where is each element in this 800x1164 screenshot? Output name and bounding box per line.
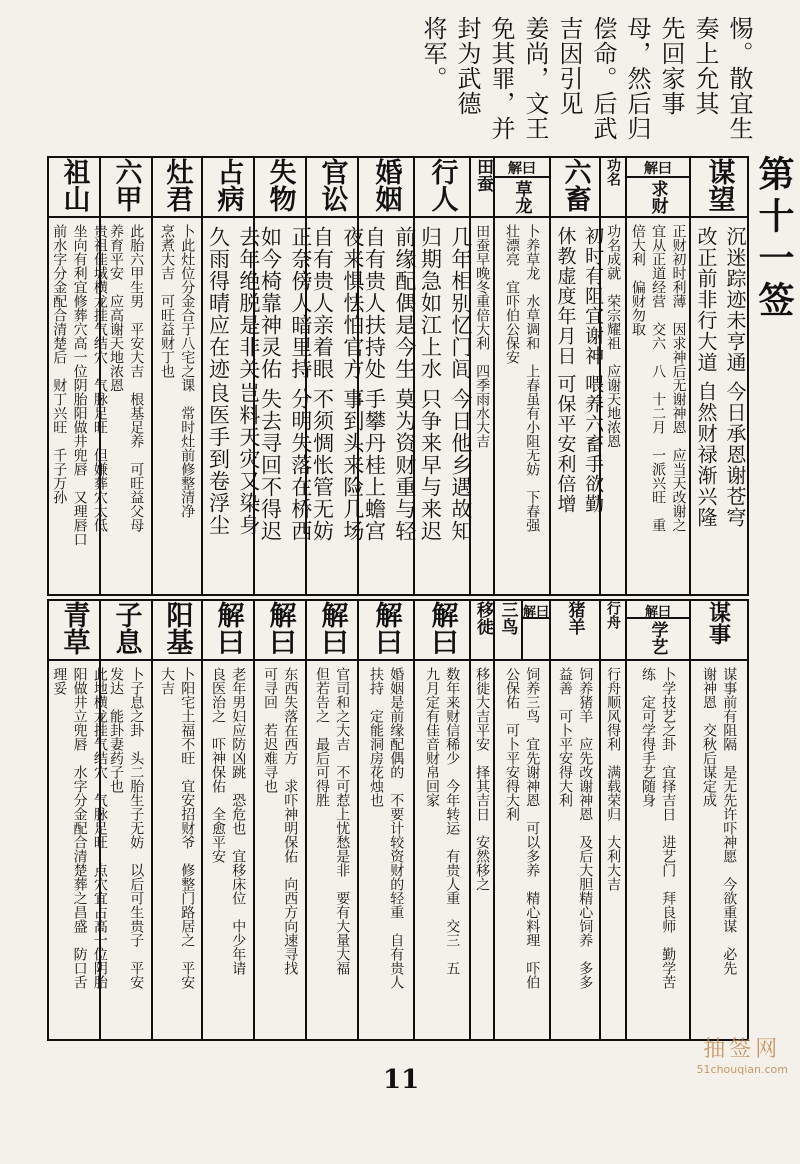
header-liujia: 六甲: [100, 157, 152, 217]
story-column: 先回家事: [657, 16, 685, 116]
liuxu-poem: 初时有阻宜谢神 休教虚度年月日 喂养六畜手欲勤 可保平安利倍增: [550, 217, 600, 595]
watermark-text: 抽签网: [703, 1037, 782, 1062]
header-zhuyang-title: 猪羊: [550, 600, 600, 660]
top-table: [47, 156, 749, 596]
caolong-text: 卜养草龙 水草调和 上春虽有小阻无妨 下春强 壮漂亮 宜吓伯公保安: [494, 217, 550, 595]
shiwu-explain: 东西失落在西方 求吓神明保佑 向西方向速寻找 可寻回 若迟难寻也: [254, 660, 306, 1040]
zhuyang-text: 饲养猪羊 应先改谢神恩 及后大胆精心饲养 多多 益善 可卜平安得大利: [550, 660, 600, 1040]
header-zaojun: 灶君: [152, 157, 202, 217]
header-xueyi: 解曰 学艺: [626, 600, 690, 660]
zixi-text: 卜子息之卦 头二胎生子无妨 以后可生贵子 平安 发达 能卦妻药子也: [100, 660, 152, 1040]
caiqiu-text: 正财初时利薄 因求神后无谢神恩 应当天改谢之 宜从正道经营 交六 八 十二月 一派兴旺 重 倍大利 偏财勿取: [626, 217, 690, 595]
header-hunyin: 婚姻: [358, 157, 414, 217]
header-guansong-jie: 解曰: [306, 600, 358, 660]
yangji-text: 卜阳宅土福不旺 宜安招财爷 修整门路居之 平安 大吉: [152, 660, 202, 1040]
header-xingzhou: 行舟: [600, 600, 626, 660]
lot-title: 第十一签: [753, 155, 795, 323]
header-tiancan: 田蚕: [470, 157, 494, 217]
header-zixi: 子息: [100, 600, 152, 660]
xueyi-text: 卜学技艺之卦 宜择吉日 进艺门 拜良师 勤学苦 练 定可学得手艺随身: [626, 660, 690, 1040]
header-xingren: 行人: [414, 157, 470, 217]
qingcao-text: 此地横龙挂气结穴 气脉足旺 点穴宜占高一位阴胎 阳做井立兜唇 水字分金配合清楚葬之昌盛 防口舌 理妥: [48, 660, 100, 1040]
guansong-poem: 夜来惧怯怕官方 自有贵人亲着眼 事到头来险几场 不须惆怅管无妨: [306, 217, 358, 595]
header-zhuyang: 解曰: [522, 600, 550, 660]
hunyin-explain: 婚姻是前缘配偶的 不要计较资财的轻重 自有贵人 扶持 定能洞房花烛也: [358, 660, 414, 1040]
header-qingcao: 青草: [48, 600, 100, 660]
header-zhanbing-jie: 解曰: [202, 600, 254, 660]
sanniao-text: 饲养三鸟 宜先谢神恩 可以多养 精心料理 吓伯 公保佑 可卜平安得大利: [494, 660, 550, 1040]
header-moushi: 谋事: [690, 600, 748, 660]
header-zushan: 祖山: [48, 157, 100, 217]
story-column: 吉因引见: [555, 16, 583, 116]
header-yangji: 阳基: [152, 600, 202, 660]
guansong-explain: 官司和之大吉 不可惹上忧愁是非 要有大量大福 但若告之 最后可得胜: [306, 660, 358, 1040]
story-column: 惕。散宜生: [725, 16, 753, 141]
mouwang-poem: 沉迷踪迹未亨通 改正前非行大道 今日承恩谢苍穹 自然财禄渐兴隆: [690, 217, 748, 595]
page-number: 11: [383, 1065, 420, 1095]
header-mouwang: 谋望: [690, 157, 748, 217]
header-zhanbing: 占病: [202, 157, 254, 217]
header-gongming: 功名: [600, 157, 626, 217]
header-caiqiu: 解曰 求财: [626, 157, 690, 217]
story-column: 姜尚，文王: [521, 16, 549, 141]
story-column: 偿命。后武: [589, 16, 617, 141]
header-shiwu: 失物: [254, 157, 306, 217]
watermark: [697, 1032, 788, 1076]
zaojun-text: 卜此灶位分金合于八宅之课 常时灶前修整清净 烹煮大吉 可旺益财丁也: [152, 217, 202, 595]
bottom-table: [47, 599, 749, 1041]
header-sanniao: 三鸟: [494, 600, 522, 660]
shiwu-poem: 正奈傍人暗里持 如今椅靠神灵佑 分明失落在桥西 失去寻回不得迟: [254, 217, 306, 595]
header-hunyin-jie: 解曰: [358, 600, 414, 660]
story-column: 母，然后归: [623, 16, 651, 141]
story-column: 封为武德: [453, 16, 481, 116]
header-xingren-jie: 解曰: [414, 600, 470, 660]
zushan-text: 贵祖佳城横龙挂气结穴 气脉足旺 但嫌葬穴太低 坐向有利宜修葬穴高一位阴胎阳做井兜唇 又理唇口 前水字分金配合清楚后 财丁兴旺 千子万孙: [48, 217, 100, 595]
header-shiwu-jie: 解曰: [254, 600, 306, 660]
tiancan-text: 田蚕早晚冬重倍大利 四季雨水大吉: [470, 217, 494, 595]
header-guansong: 官讼: [306, 157, 358, 217]
xingzhou-text: 行舟顺风得利 满载荣归 大利大吉: [600, 660, 626, 1040]
gongming-text: 功名成就 荣宗耀祖 应谢天地浓恩: [600, 217, 626, 595]
header-caolong: 解曰 草龙: [494, 157, 550, 217]
yitu-text: 移徙大吉平安 择其吉日 安然移之: [470, 660, 494, 1040]
xingren-poem: 几年相别忆门闾 归期急如江上水 今日他乡遇故知 只争来早与来迟: [414, 217, 470, 595]
header-yitu: 移徙: [470, 600, 494, 660]
watermark-url: 51chouqian.com: [696, 1063, 788, 1076]
xingren-explain: 数年来财信稀少 今年转运 有贵人重 交三 五 九月定有佳音财帛回家: [414, 660, 470, 1040]
story-column: 奏上允其: [691, 16, 719, 116]
zhanbing-poem: 去年绝脱是非关 久雨得晴应在迹 岂料天灾又染身 良医手到卷浮尘: [202, 217, 254, 595]
story-text: [380, 16, 752, 152]
moushi-text: 谋事前有阻隔 是无先许吓神愿 今欲重谋 必先 谢神恩 交秋后谋定成: [690, 660, 748, 1040]
story-column: 免其罪，并: [487, 16, 515, 141]
header-liuxu: 六畜: [550, 157, 600, 217]
hunyin-poem: 前缘配偶是今生 自有贵人扶持处 莫为资财重与轻 手攀丹桂上蟾宫: [358, 217, 414, 595]
story-column: 将军。: [419, 16, 447, 91]
zhanbing-explain: 老年男妇应防凶跳 恐危也 宜移床位 中少年请 良医治之 吓神保佑 全愈平安: [202, 660, 254, 1040]
liujia-text: 此胎六甲生男 平安大吉 根基足养 可旺益父母 养育平安 应高谢天地浓恩: [100, 217, 152, 595]
